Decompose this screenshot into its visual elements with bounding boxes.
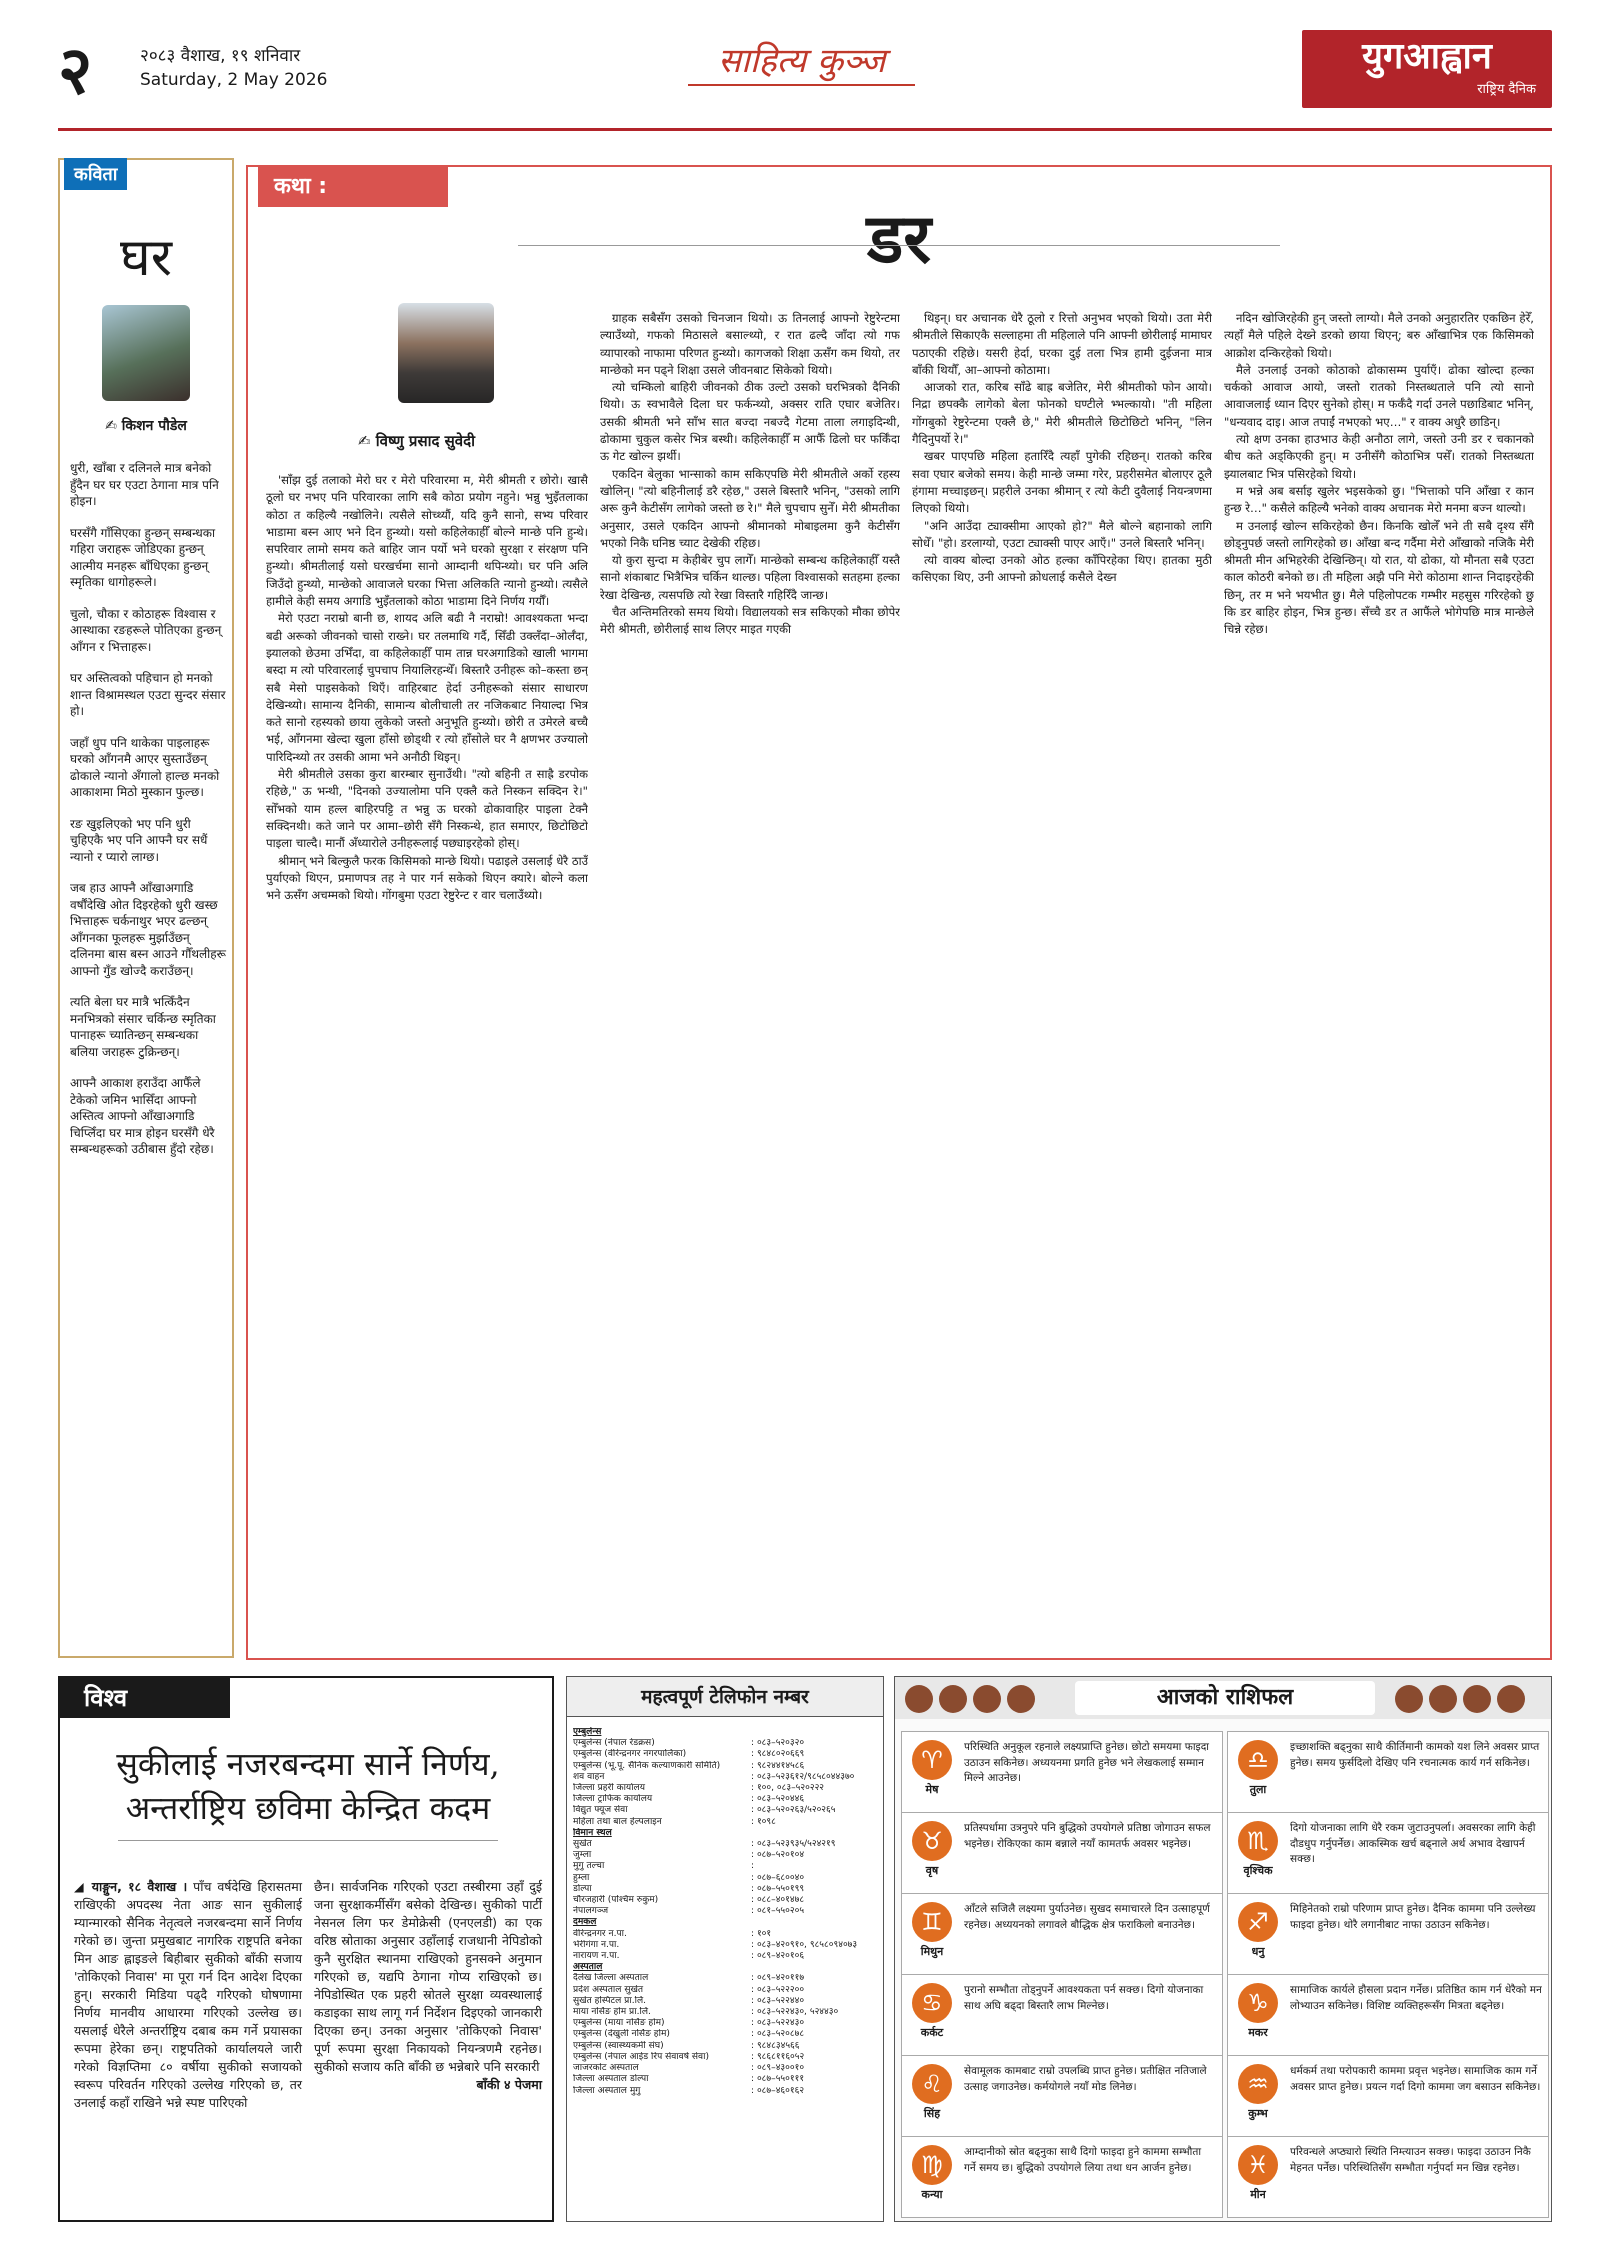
phone-label: दमकल [573,1917,597,1928]
story-paragraph: थिइन्। घर अचानक धेरै ठूलो र रित्तो अनुभव भएको थियो। उता मेरी श्रीमतीले सिकाएकै सल्लाहमा ती महिलाले पनि आफ्नी छोरीलाई मामाघर पठाएकी रहिछे। यसरी हेर्दा, घरका दुई तला भित्र हामी दुईजना मात्र बाँकी थियौँ, आ–आफ्नो कोठामा। [912,311,1212,377]
phone-label: सुर्खेत हस्पिटल प्रा.लि. [573,1995,647,2006]
phone-label: चौरजहारी (पश्चिम रुकुम) [573,1895,659,1906]
phone-label: जिल्ला अस्पताल मुगु [573,2085,641,2096]
zodiac-sign-icon: ♐ [1238,1902,1278,1942]
zodiac-sign-icon: ♓ [1238,2145,1278,2185]
sign-forecast: पुरानो सम्भौता तोड्नुपर्ने आवश्यकता पर्न सक्छ। दिगो योजनाका साथ अघि बढ्दा बिस्तारै लाभ मिल्नेछ। [964,1984,1204,2012]
phone-number: : ०८७–५५०१९९ [751,1883,805,1894]
phone-row [573,1895,879,1906]
phone-number: : १०९८ [751,1816,776,1827]
sign-badge [1234,1740,1282,1810]
sign-forecast: परिवन्धले अप्ठ्यारो स्थिति निम्त्याउन सक्छ। फाइदा उठाउन निकै मेहनत पर्नेछ। परिस्थितिसँग सम्भौता गर्नुपर्दा मन खिन्न रहनेछ। [1290,2146,1531,2174]
phone-number: : ०८३–५२०८७८ [751,2029,805,2040]
phone-label: एम्बुलेन्स (माया नर्सिङ होम) [573,2018,665,2029]
phone-category [573,1727,879,1738]
phone-number [751,1917,879,1928]
phone-label: जुम्ला [573,1850,592,1861]
zodiac-sign-icon: ♋ [912,1983,952,2023]
phone-number: : ०८३–५२०३२० [751,1738,805,1749]
story-section [246,165,1552,1660]
horoscope-sign [1227,1812,1549,1894]
zodiac-wheel-icon [1007,1685,1035,1713]
sign-badge [908,1902,956,1972]
poem-stanza: जहाँ धुप पनि थाकेका पाइलाहरू घरको आँगनमै आएर सुस्ताउँछन् ढोकाले न्यानो अँगालो हाल्छ मनको आकाशमा मिठो मुस्कान फुल्छ। [70,735,220,799]
poem-section [58,158,234,1658]
phone-row [573,2063,879,2074]
story-tag: कथा : [258,167,448,207]
sign-badge [1234,1821,1282,1891]
phone-label: जिल्ला ट्राफिक कार्यालय [573,1794,653,1805]
story-paragraph: चैत अन्तिमतिरको समय थियो। विद्यालयको सत्र सकिएको मौका छोपेर मेरी श्रीमती, छोरीलाई साथ लिएर माइत गएकी [600,605,900,637]
masthead-subtitle: राष्ट्रिय दैनिक [1477,82,1536,97]
sign-forecast: सेवामूलक कामबाट राम्रो उपलब्धि प्राप्त हुनेछ। प्रतीक्षित नतिजाले उत्साह जगाउनेछ। कर्मयोगले नयाँ मोड लिनेछ। [964,2065,1207,2093]
phone-label: नारायण न.पा. [573,1951,620,1962]
sign-badge [908,2064,956,2134]
sign-badge [908,1821,956,1891]
phone-label: एम्बुलेन्स (भू.पू. सैनिक कल्याणकारी समिति) [573,1760,721,1771]
horoscope-sign [901,1893,1223,1975]
phone-label: नेपालगञ्ज [573,1906,609,1917]
horoscope-header [895,1677,1551,1719]
poem-stanza: आफ्नै आकाश हराउँदा आफैँले टेकेको जमिन भासिँदा आफ्नो अस्तित्व आफ्नो आँखाअगाडि चिप्लिँदा घर मात्र होइन घरसँगै धेरै सम्बन्धहरूको उठीबास हुँदो रहेछ। [70,1076,215,1156]
phone-label: वीरेन्द्रनगर न.पा. [573,1928,627,1939]
masthead-title: युगआह्वान [1362,35,1492,77]
phone-number: : ०८३–५२०२६३/५२०२६५ [751,1805,836,1816]
phone-label: एम्बुलेन्स (वीरेन्द्रनगर नगरपालिका) [573,1749,687,1760]
phone-row [573,2086,879,2097]
world-headline: सुकीलाई नजरबन्दमा सार्ने निर्णय, अन्तर्राष्ट्रिय छविमा केन्द्रित कदम [76,1742,540,1841]
zodiac-sign-icon: ♈ [912,1740,952,1780]
phone-row [573,1761,879,1772]
phone-row [573,1873,879,1884]
story-paragraph: "अनि आउँदा ट्याक्सीमा आएको हो?" मैले बोल्ने बहानाको लागि सोधेँ। "हो। डरलाग्यो, एउटा ट्याक्सी पाएर आएँ।" उनले बिस्तारै भनिन्। [912,518,1212,550]
phone-number: : ०८७–४६०१६२ [751,2085,805,2096]
story-paragraph: यो कुरा सुन्दा म केहीबेर चुप लागेँ। मान्छेको सम्बन्ध कहिलेकाहीँ यस्तै सानो शंकाबाट भित्रैभित्र चर्किन थाल्छ। पहिला विश्वासको सतहमा हल्का रेखा देखिन्छ, त्यसपछि त्यो रेखा विस्तारै गहिरिँदै जान्छ। [600,553,900,602]
phone-label: हुम्ला [573,1872,590,1883]
horoscope-sign [901,2136,1223,2218]
poem-stanza: त्यति बेला घर मात्रै भत्किँदैन मनभित्रको संसार चर्किन्छ स्मृतिका पानाहरू च्यातिन्छन् सम्बन्धका बलिया जराहरू टुक्रिन्छन्। [70,995,216,1059]
world-body: छैन। सार्वजनिक गरिएको एउटा तस्बीरमा उहाँ दुई जना सुरक्षाकर्मीसँग बसेको देखिन्छ। सुकीको पार्टी नेसनल लिग फर डेमोक्रेसी (एनएलडी) का एक वरिष्ठ स्रोताका अनुसार उहाँलाई राजधानी नेपिडोको कुनै सुरक्षित स्थानमा राखिएको हुनसक्ने अनुमान गरिएको छ, यद्यपि ठेगाना गोप्य राखिएको छ। नेपिडोस्थित एक प्रहरी स्रोतले सुरक्षा व्यवस्थालाई कडाइका साथ लागू गर्न निर्देशन दिइएको जानकारी दिएका छन्। उनका अनुसार 'तोकिएको निवास' पूर्ण रूपमा सुरक्षा निकायको नियन्त्रणमै रहनेछ। सुकीको सजाय कति बाँकी छ भन्नेबारे पनि सरकारी [314,1879,542,2074]
sign-badge [908,2145,956,2215]
world-column-1 [74,1878,302,2112]
phone-row [573,1817,879,1828]
phone-category [573,1917,879,1928]
phone-number: : ०८३–५२२४३० [751,2018,805,2029]
phone-directory [566,1676,884,2222]
phone-category [573,1962,879,1973]
story-column-2 [600,310,900,1642]
sign-name: सिंह [923,2107,941,2120]
poem-body [70,460,226,1173]
phone-number: : ०८९–४३००१० [751,2063,805,2074]
phone-number [751,1828,879,1839]
story-column-3 [912,310,1212,1642]
poem-stanza: चुलो, चौका र कोठाहरू विश्वास र आस्थाका रङहरूले पोतिएका हुन्छन् आँगन र भित्ताहरू। [70,606,222,654]
story-paragraph: त्यो चम्किलो बाहिरी जीवनको ठीक उल्टो उसको घरभित्रको दैनिकी थियो। ऊ स्वभावैले दिला घर फर्कन्थ्यो, अक्सर राति एघार बजेतिर। उसकी श्रीमती भने साँभ सात बज्दा नबज्दै गेटमा ताला लगाइदिन्थी, ढोकामा चुकुल कसेर भित्र बस्थी। कहिलेकाहीँ म आफैँ ढिलो घर फर्किँदा ऊ गेट खोल्न झर्थी। [600,380,900,464]
phone-label: जाजरकोट अस्पताल [573,2063,639,2074]
header-divider [58,128,1552,131]
zodiac-wheel-icon [973,1685,1001,1713]
phone-number [751,1962,879,1973]
phone-number: : ०८१–५५०२०५ [751,1906,805,1917]
phone-number: : ०८७–५२०१०४ [751,1850,805,1861]
zodiac-wheel-icon [1497,1685,1525,1713]
sign-forecast: इच्छाशक्ति बढ्नुका साथै कीर्तिमानी कामको यश लिने अवसर प्राप्त हुनेछ। समय फुर्सदिलो देखिए पनि रचनात्मक कार्य गर्न सकिनेछ। [1290,1741,1540,1769]
story-paragraph: खबर पाएपछि महिला हतारिँदै त्यहाँ पुगेकी रहिछन्। रातको करिब सवा एघार बजेको समय। केही मान्छे जम्मा गरेर, प्रहरीसमेत बोलाएर ठूलै हंगामा मच्चाइछन्। प्रहरीले उनका श्रीमान् र त्यो केटी दुवैलाई नियन्त्रणमा लिएको थियो। [912,449,1212,516]
phone-category [573,1828,879,1839]
zodiac-wheel-icon [1429,1685,1457,1713]
world-dateline: ◢ याङ्गुन, १८ वैशाख । [74,1879,188,1894]
date-nepali: २०८३ वैशाख, १९ शनिवार [140,46,301,66]
phone-row [573,1850,879,1861]
story-paragraph: नदिन खोजिरहेकी हुन् जस्तो लाग्यो। मैले उनको अनुहारतिर एकछिन हेरेँ, त्यहाँ मैले पहिले देख्ने डरको छाया थिएन्; बरु आँखाभित्र एक किसिमको आक्रोश दन्किरहेको थियो। [1224,311,1534,360]
sign-name: कर्कट [920,2026,944,2039]
phone-label: एम्बुलेन्स (देखुली नर्सिङ होम) [573,2029,670,2040]
zodiac-wheel-icon [1395,1685,1423,1713]
story-author-photo [398,303,494,403]
page-header [58,30,1552,120]
sign-name: कुम्भ [1248,2107,1268,2120]
phone-number: : ०८३–५२०४४६ [751,1794,805,1805]
sign-forecast: दिगो योजनाका लागि धेरै रकम जुटाउनुपर्ला। अवसरका लागि केही दौडधुप गर्नुपर्नेछ। आकस्मिक खर्च बढ्नाले अर्थ अभाव देखापर्न सक्छ। [1290,1822,1536,1865]
zodiac-sign-icon: ♎ [1238,1740,1278,1780]
sign-forecast: आम्दानीको स्रोत बढ्नुका साथै दिगो फाइदा हुने काममा सम्भौता गर्ने समय छ। बुद्धिको उपयोगले लिया तथा धन आर्जन हुनेछ। [964,2146,1202,2174]
sign-name: मकर [1248,2026,1268,2039]
horoscope-sign [901,1731,1223,1813]
story-paragraph: श्रीमान् भने बिल्कुलै फरक किसिमको मान्छे थियो। पढाइले उसलाई धेरै ठाउँ पुर्याएको थिएन, प्रमाणपत्र तह ने पार गर्न सकेको थिएन क्यारे। बोल्ने कला भने ऊसँग अचम्मको थियो। गोंगबुमा एउटा रेष्टुरेन्ट र वार चलाउँथ्यो। [266,853,588,903]
phone-number: : ०८३–५२२२०० [751,1984,805,1995]
phone-number [751,1727,879,1738]
poem-title: घर [119,228,172,288]
poem-tag: कविता [64,158,127,190]
horoscope-sign [1227,1731,1549,1813]
phone-row [573,1772,879,1783]
sign-name: मीन [1250,2188,1266,2201]
phone-row [573,2052,879,2063]
phone-label: माया नर्सिङ होम प्रा.लि. [573,2007,651,2018]
date-english: Saturday, 2 May 2026 [140,70,328,90]
phone-label: जिल्ला अस्पताल डोल्पा [573,2074,649,2085]
zodiac-sign-icon: ♍ [912,2145,952,2185]
story-paragraph: त्यो क्षण उनका हाउभाउ केही अनौठा लागे, जस्तो उनी डर र चकानको बीच कते अड्किएकी हुन्। म उनीसँगै कोठाभित्र पसेँ। रातको निस्तब्धता झ्यालबाट भित्र पसिरहेको थियो। [1224,432,1534,481]
masthead-logo [1302,30,1552,108]
phone-label: दैलेख जिल्ला अस्पताल [573,1973,649,1984]
phone-row [573,2041,879,2052]
sign-name: तुला [1249,1783,1267,1796]
phone-label: सुर्खेत [573,1839,592,1850]
phone-row [573,2074,879,2085]
sign-name: मेष [925,1783,939,1796]
phone-number: : ०८३–४२०९१०, ९८५८०९४०७३ [751,1939,858,1950]
phone-row [573,1973,879,1984]
zodiac-sign-icon: ♏ [1238,1821,1278,1861]
sign-badge [908,1983,956,2053]
sign-badge [1234,2145,1282,2215]
zodiac-wheel-icon [905,1685,933,1713]
phone-number: : ९८६८११६०५२ [751,2051,805,2062]
zodiac-sign-icon: ♑ [1238,1983,1278,2023]
phone-label: एम्बुलेन्स (नेपाल रेडक्रस) [573,1738,655,1749]
phone-label: शव वाहन [573,1771,605,1782]
phone-label: जिल्ला प्रहरी कार्यालय [573,1783,645,1794]
phone-number: : ०८९–४२०१०६ [751,1951,805,1962]
phone-label: भेरीगंगा न.पा. [573,1939,620,1950]
phone-row [573,1929,879,1940]
zodiac-sign-icon: ♊ [912,1902,952,1942]
story-paragraph: त्यो वाक्य बोल्दा उनको ओठ हल्का काँपिरहेका थिए। हातका मुठी कसिएका थिए, उनी आफ्नो क्रोधलाई कसैले देख्न [912,553,1212,585]
story-title: डर [248,189,1550,282]
phone-row [573,1996,879,2007]
story-paragraph: आजको रात, करिब साँढे बाह्र बजेतिर, मेरी श्रीमतीको फोन आयो। निद्रा छपक्कै लागेको बेला फोनको घण्टीले भ्भल्कायो। "ती महिला गोंगबुको रेष्टुरेन्टमा एक्लै छे," मेरी श्रीमतीले छिटोछिटो भनिन्, "लिन गैदिनुपर्यो रे।" [912,380,1212,447]
poem-stanza: धुरी, खाँबा र दलिनले मात्र बनेको हुँदैन घर घर एउटा ठेगाना मात्र पनि होइन। [70,461,219,508]
phone-number: : १०१ [751,1928,772,1939]
zodiac-sign-icon: ♉ [912,1821,952,1861]
world-column-2 [314,1878,542,2094]
story-paragraph: मेरो एउटा नराम्रो बानी छ, शायद अलि बढी नै नराम्रो! आवश्यकता भन्दा बढी अरूको जीवनको चासो राख्ने। घर तलमाथि गर्दै, सिँढी उक्लँदा–ओर्लँदा, झ्यालको छेउमा उभिँदा, वा कहिलेकाहीँ पाम तान्न घरअगाडिको खाली भागमा बस्दा म त्यो परिवारलाई चुपचाप नियालिरहन्थेँ। बिस्तारै उनीहरू को–कस्ता छन् सबै मेसो पाइसकेको थिएँ। वाहिरबाट हेर्दा उनीहरूको संसार साधारण देखिन्थ्यो। सामान्य दैनिकी, सामान्य बोलीचाली तर नजिकबाट नियाल्दा भित्र कते सानो रहस्यको छाया लुकेको जस्तो अनुभूति हुन्थ्यो। छोरी त उमेरले बच्चै भई, आँगनमा खेल्दा खुला हाँसो छोड्थी र त्यो हाँसोले घर नै क्षणभर उज्यालो पारिदिन्थ्यो तर उसकी आमा भने अनौठी थिइन्। [266,611,588,764]
phone-number: : १००, ०८३–५२०२२२ [751,1783,825,1794]
sign-badge [1234,1983,1282,2053]
poem-author-photo [102,305,190,401]
story-paragraph: ग्राहक सबैसँग उसको चिनजान थियो। ऊ तिनलाई आफ्नो रेष्टुरेन्टमा ल्याउँथ्यो, गफको मिठासले बसाल्थ्यो, र रात ढल्दै जाँदा त्यो गफ व्यापारको नाफामा परिणत हुन्थ्यो। कागजको शिक्षा ऊसँग कम थियो, तर मान्छेको मन पढ्ने शिक्षा उसले जीवनबाट सिकेको थियो। [600,311,900,377]
story-paragraph: म उनलाई खोल्न सकिरहेको छैन। किनकि खोलेँ भने ती सबै दृश्य सँगै छोड्नुपर्छ जस्तो लागिरहेको छ। आँखा बन्द गर्दैमा मेरो आँखाको नजिकै मेरी श्रीमती मीन अभिहरेकी देखिन्छिन्। यो रात, यो ढोका, यो मौनता सबै एउटा काल कोठरी बनेको छ। ती महिला अझै पनि मेरो कोठामा शान्त निदाइरहेकी छिन्, तर म भने भयभीत छु। मैले पहिलोपटक गम्भीर महसुस गरिरहेको छु कि डर बाहिर होइन, भित्र हुन्छ। सँच्चै डर त आफैंले भोगेपछि मात्र मान्छेले चिन्ने रहेछ। [1224,518,1534,637]
sign-name: कन्या [921,2188,943,2201]
horoscope-sign [901,2055,1223,2137]
phone-number: : ०८९–४२०११७ [751,1973,805,1984]
phone-row [573,1951,879,1962]
phone-label: महिला तथा बाल हेल्पलाइन [573,1816,662,1827]
horoscope-sign [901,1974,1223,2056]
phone-row [573,1805,879,1816]
continued-note: बाँकी ४ पेजमा [476,2077,542,2092]
sign-badge [908,1740,956,1810]
phone-row [573,1861,879,1872]
phone-row [573,1783,879,1794]
horoscope-heading: आजको राशिफल [1075,1681,1375,1715]
phone-label: मुगु तल्चा [573,1861,605,1872]
phone-row [573,2018,879,2029]
sign-forecast: सामाजिक कार्यले हौसला प्रदान गर्नेछ। प्रतिष्ठित काम गर्न धेरैको मन लोभ्याउन सकिनेछ। विशिष्ट व्यक्तिहरूसँग मित्रता बढ्नेछ। [1290,1984,1542,2012]
section-title: साहित्य कुञ्ज [718,36,885,82]
phone-row [573,1940,879,1951]
phone-label: एम्बुलेन्स (स्वास्थ्यकर्मी संघ) [573,2040,664,2051]
phone-row [573,1839,879,1850]
phone-row [573,1906,879,1917]
phone-label: अस्पताल [573,1962,603,1973]
phone-number: : ०८७–६८००४० [751,1872,805,1883]
issue-dates [140,44,327,92]
horoscope-sign [1227,2055,1549,2137]
phone-row [573,1749,879,1760]
sign-name: वृष [925,1864,939,1877]
sign-forecast: परिस्थिति अनुकूल रहनाले लक्ष्यप्राप्ति हुनेछ। छोटो समयमा फाइदा उठाउन सकिनेछ। अध्ययनमा प्रगति हुनेछ भने लेखकलाई सम्मान मिल्ने आउनेछ। [964,1741,1209,1784]
phone-row [573,2007,879,2018]
story-paragraph: मेरी श्रीमतीले उसका कुरा बारम्बार सुनाउँथी। "त्यो बहिनी त साह्रै डरपोक रहिछे," ऊ भन्थी, "दिनको उज्यालोमा पनि एक्लै कते निस्कन सक्दिन रे।" सोँभको याम हल्ल बाहिरपट्टि त भन्नु ऊ घरको ढोकावाहिर पाइला टेक्नै सक्दिनथी। कते जाने पर आमा–छोरी सँगै निस्कन्थे, हात समाएर, छिटोछिटो पाइला चाल्दै। मानौं अँध्यारोले उनीहरूलाई पछ्याइरहेको होस्। [266,767,588,851]
poem-stanza: घर अस्तित्वको पहिचान हो मनको शान्त विश्रामस्थल एउटा सुन्दर संसार हो। [70,671,226,718]
phone-row [573,1738,879,1749]
phone-row [573,1985,879,1996]
sign-forecast: मिहिनेतको राम्रो परिणाम प्राप्त हुनेछ। दैनिक काममा पनि उल्लेख्य फाइदा हुनेछ। थोरै लगानीबाट नाफा उठाउन सकिनेछ। [1290,1903,1536,1931]
story-column-1 [266,472,588,1642]
zodiac-wheel-icon [939,1685,967,1713]
poem-author: ✍ किशन पौडेल [105,418,187,434]
phone-label: विद्युत फ्यूज सेवा [573,1805,628,1816]
page-number: २ [58,31,93,109]
sign-name: मिथुन [920,1945,944,1958]
phone-label: एम्बुलेन्स [573,1727,602,1737]
horoscope-section [894,1676,1552,2222]
phone-number: : ०८३–५२३९३५/५२४२१९ [751,1839,836,1850]
sign-badge [1234,2064,1282,2134]
phone-number: : ०८३–५२३६१२/९८५८०४४३७० [751,1771,855,1782]
world-body: पाँच वर्षदेखि हिरासतमा राखिएकी अपदस्थ नेता आङ सान सुकीलाई म्यान्मारको सैनिक नेतृत्वले नजरबन्दमा सार्ने निर्णय गरेको छ। जुन्ता प्रमुखबाट नागरिक राष्ट्रपति बनेका मिन आङ ह्लाइङले बिहीबार सुकीको बाँकी सजाय 'तोकिएको निवास' मा पूरा गर्न दिन आदेश दिएका हुन्। सरकारी मिडिया पढ्दै गरिएको घोषणामा निर्णय मानवीय आधारमा गरिएको उल्लेख छ। यसलाई धेरैले अन्तर्राष्ट्रिय दबाब कम गर्ने प्रयासका रूपमा हेरेका छन्। राष्ट्रपतिको कार्यालयले जारी गरेको विज्ञप्तिमा ८० वर्षीया सुकीको सजायको स्वरूप परिवर्तन गरिएको उल्लेख गरिएको छ, तर उनलाई कहाँ राखिने भन्ने स्पष्ट पारिएको [74,1879,302,2110]
story-author: ✍ विष्णु प्रसाद सुवेदी [358,432,475,450]
phone-label: विमान स्थल [573,1827,612,1838]
sign-forecast: धर्मकर्म तथा परोपकारी काममा प्रवृत्त भइनेछ। सामाजिक काम गर्ने अवसर प्राप्त हुनेछ। प्रयत्न गर्दा दिगो काममा जग बसाउन सकिनेछ। [1290,2065,1541,2093]
sign-forecast: आँटले सजिलै लक्ष्यमा पुर्याउनेछ। सुखद समाचारले दिन उत्साहपूर्ण रहनेछ। अध्ययनको लगावले बौद्धिक क्षेत्र फराकिलो बनाउनेछ। [964,1903,1210,1931]
phone-heading: महत्वपूर्ण टेलिफोन नम्बर [567,1677,883,1717]
sign-badge [1234,1902,1282,1972]
sign-name: धनु [1251,1945,1265,1958]
phone-row [573,1884,879,1895]
phone-row [573,2029,879,2040]
zodiac-wheel-icon [1463,1685,1491,1713]
phone-number: : ०८८–४०१४७८ [751,1895,805,1906]
horoscope-sign [1227,2136,1549,2218]
phone-list [573,1727,879,2097]
poem-stanza: जब हाउ आफ्नै आँखाअगाडि वर्षौंदेखि ओत दिइरहेको धुरी खस्छ भित्ताहरू चर्कनाथुर भएर ढल्छन् आँगनका फूलहरू मुर्झाउँछन् दलिनमा बास बस्न आउने गौँथलीहरू आफ्नो गुँड खोज्दै कराउँछन्। [70,881,226,978]
phone-number: : ९८४८०२०६६९ [751,1749,805,1760]
poem-stanza: रङ खुइलिएको भए पनि धुरी चुहिएकै भए पनि आफ्नै घर सधैं न्यानो र प्यारो लाग्छ। [70,816,208,864]
phone-row [573,1794,879,1805]
sign-forecast: प्रतिस्पर्धामा उत्रनुपरे पनि बुद्धिको उपयोगले प्रतिष्ठा जोगाउन सफल भइनेछ। रोकिएका काम बन्नाले नयाँ कामतर्फ अवसर भइनेछ। [964,1822,1211,1850]
world-news-section [58,1676,554,2222]
story-paragraph: मैले उनलाई उनको कोठाको ढोकासम्म पुर्याएँ। ढोका खोल्दा हल्का चर्कको आवाज आयो, जस्तो रातको निस्तब्धताले पनि त्यो सानो आवाजलाई ध्यान दिएर सुनेको होस्। म फर्कँदै गर्दा उनले पछाडिबाट भनिन्, "धन्यवाद दाइ। आज तपाईं नभएको भए…" र वाक्य अधुरै छाडिन्। [1224,362,1534,429]
zodiac-sign-icon: ♒ [1238,2064,1278,2104]
world-tag: विश्व [60,1678,230,1718]
phone-number: : ९८४८३४५६६ [751,2040,800,2051]
phone-number: : [751,1861,755,1872]
phone-number: : ०८७–५५०१११ [751,2074,805,2085]
phone-label: डोल्पा [573,1883,592,1894]
phone-number: : ०८३–५२२४४० [751,1995,805,2006]
story-paragraph: एकदिन बेलुका भान्साको काम सकिएपछि मेरी श्रीमतीले अर्को रहस्य खोलिन्। "त्यो बहिनीलाई डरै रहेछ," उसले बिस्तारै भनिन्, "उसको लागि अरू कुनै केटीसँग लागेको जस्तो छ रे।" मैले चुपचाप सुनेँ। मेरी श्रीमतीका अनुसार, उसले एकदिन आफ्नो श्रीमानको मोबाइलमा कुनै केटीसँग भएको निकै घनिष्ठ च्याट देखेकी रहिछ। [600,466,900,550]
horoscope-sign [1227,1974,1549,2056]
phone-label: प्रदेश अस्पताल सुर्खेत [573,1984,644,1995]
story-paragraph: म भन्ने अब बर्साइ खुलेर भइसकेको छु। "भित्ताको पनि आँखा र कान हुन्छ रे…" कसैले कहिल्यै भनेको वाक्य अचानक मेरो मनमा बज्न थाल्यो। [1224,483,1534,516]
story-paragraph: 'साँझ दुई तलाको मेरो घर र मेरो परिवारमा म, मेरी श्रीमती र छोरो। खासै ठूलो घर नभए पनि परिवारका लागि सबै कोठा प्रयोग नहुने। भन्नु भुइँतलाका कोठा त कहिल्यै नखोलिने। त्यसैले सोच्थ्यौं, यदि कुनै सानो, सभ्य परिवार भाडामा बस्न आए भने दिन हुन्थ्यो। यसो कहिलेकाहीँ बोल्ने मान्छे पनि हुन्थे। सपरिवार लामो समय कते बाहिर जान पर्यो भने घरको सुरक्षा र संरक्षण पनि हुन्थ्यो। श्रीमतीलाई यसो घरखर्चमा सानो आम्दानी थपिन्थ्यो। घर पनि अलि जिउँदो हुन्थ्यो, मान्छेको आवाजले घरका भित्ता अलिकति न्यानो हुन्थ्यो। त्यसैले हामीले केही समय अगाडि भुइँतलाको कोठा भाडामा दिने निर्णय गर्यौँ। [266,473,588,609]
poem-stanza: घरसँगै गाँसिएका हुन्छन् सम्बन्धका गहिरा जराहरू जोडिएका हुन्छन् आत्मीय मनहरू बाँधिएका हुन्छन् स्मृतिका धागोहरूले। [70,525,216,589]
sign-name: वृश्चिक [1243,1864,1273,1877]
zodiac-sign-icon: ♌ [912,2064,952,2104]
phone-number: : ०८३–५२२४३०, ५२४४३० [751,2007,839,2018]
story-column-4 [1224,310,1534,1642]
phone-label: एम्बुलेन्स (नेपाल आईड रिप सेवावर्ष सेवा) [573,2051,709,2062]
phone-number: : ९८२४४१४५८६ [751,1760,805,1771]
horoscope-sign [1227,1893,1549,1975]
horoscope-sign [901,1812,1223,1894]
